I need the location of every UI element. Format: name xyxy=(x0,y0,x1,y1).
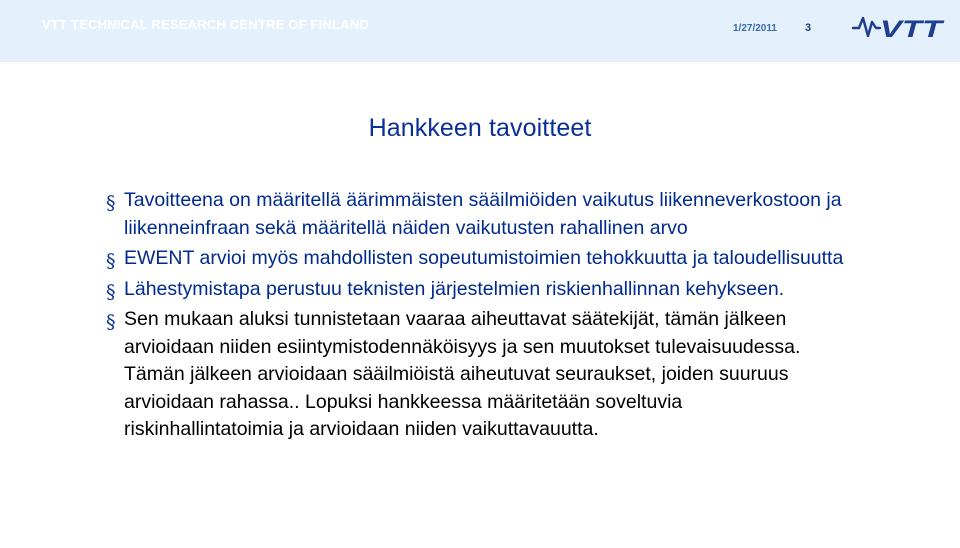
list-item xyxy=(106,306,846,444)
bullet-text: Sen mukaan aluksi tunnistetaan vaaraa aiheuttavat säätekijät, tämän jälkeen arvioidaan niiden esiintymistodennäköisyys ja sen muutokset tulevaisuudessa. Tämän jälkeen arvioidaan sääilmiöistä aiheutuvat seuraukset, joiden suuruus arvioidaan rahassa.. Lopuksi hankkeessa määritetään soveltuvia riskinhallintatoimia ja arvioidaan niiden vaikuttavauutta. xyxy=(124,308,801,440)
header-band xyxy=(0,0,960,62)
bullet-text: EWENT arvioi myös mahdollisten sopeutumistoimien tehokkuutta ja taloudellisuutta xyxy=(124,247,844,269)
slide-title: Hankkeen tavoitteet xyxy=(368,114,592,142)
list-item xyxy=(106,276,846,304)
bullet-text: Tavoitteena on määritellä äärimmäisten sääilmiöiden vaikutus liikenneverkostoon ja liikenneinfraan sekä määritellä näiden vaikutusten rahallinen arvo xyxy=(124,189,842,239)
svg-text:§: § xyxy=(106,280,116,303)
svg-text:§: § xyxy=(106,192,116,214)
organization-name: VTT TECHNICAL RESEARCH CENTRE OF FINLAND xyxy=(42,17,369,32)
list-item xyxy=(106,245,846,273)
page-number: 3 xyxy=(805,22,812,34)
logo-text: VTT xyxy=(880,16,946,43)
vtt-logo xyxy=(850,6,946,46)
bullet-text: Lähestymistapa perustuu teknisten järjestelmien riskienhallinnan kehykseen. xyxy=(124,277,785,300)
bullet-list xyxy=(106,187,846,447)
svg-text:§: § xyxy=(106,250,116,272)
list-item xyxy=(106,187,846,242)
slide-date: 1/27/2011 xyxy=(733,23,777,34)
section-sign-bullet-icon xyxy=(106,248,117,272)
section-sign-bullet-icon xyxy=(106,190,117,214)
svg-text:§: § xyxy=(106,311,116,333)
section-sign-bullet-icon xyxy=(106,279,117,303)
section-sign-bullet-icon xyxy=(106,309,117,333)
